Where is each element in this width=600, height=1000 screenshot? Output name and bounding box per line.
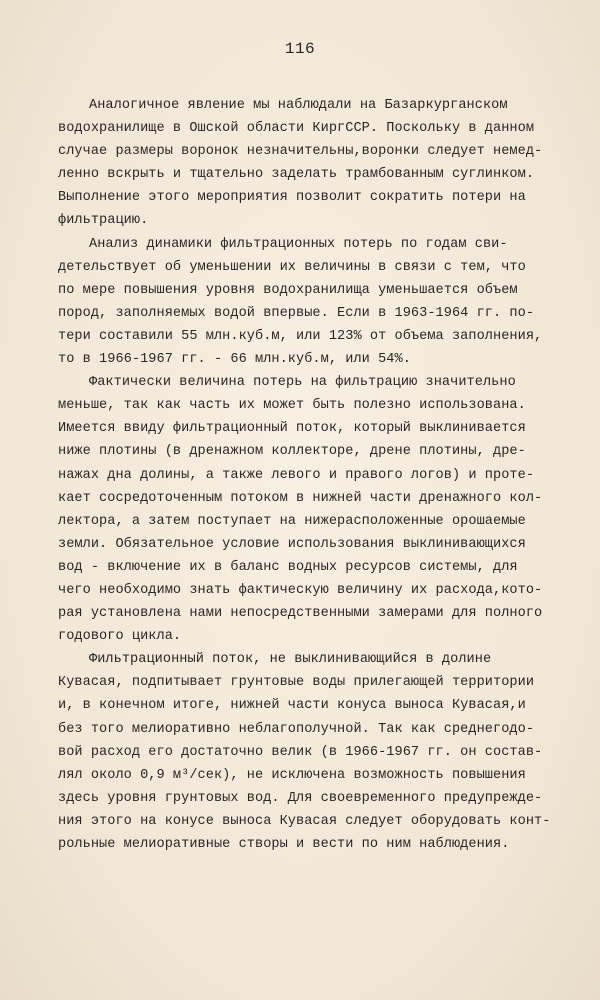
paragraph-2 (58, 233, 543, 372)
text-line: Фильтрационный поток, не выклинивающийся в долине (89, 652, 492, 668)
text-line: ленно вскрыть и тщательно заделать трамбованным суглинком. (58, 167, 535, 183)
text-line: лектора, а затем поступает на нижерасположенные орошаемые (58, 513, 526, 529)
text-line: вой расход его достаточно велик (в 1966-1967 гг. он состав- (58, 744, 543, 760)
text-line: Кувасая, подпитывает грунтовые воды прилегающей территории (58, 675, 535, 691)
text-line: здесь уровня грунтовых вод. Для своевременного предупрежде- (58, 790, 543, 806)
text-line: без того мелиоративно неблагополучной. Так как среднегодо- (58, 721, 535, 737)
text-line: тери составили 55 млн.куб.м, или 123% от объема заполнения, (58, 328, 543, 344)
text-line: Выполнение этого мероприятия позволит сократить потери на (58, 190, 526, 206)
text-line: водохранилище в Ошской области КиргССР. Поскольку в данном (58, 121, 535, 137)
text-line: ния этого на конусе выноса Кувасая следует оборудовать конт- (58, 813, 551, 829)
text-line: кает сосредоточенным потоком в нижней части дренажного кол- (58, 490, 543, 506)
text-line: ниже плотины (в дренажном коллекторе, дрене плотины, дре- (58, 444, 526, 460)
text-line: годового цикла. (58, 629, 182, 645)
text-line: меньше, так как часть их может быть полезно использована. (58, 398, 526, 414)
paragraph-1 (58, 94, 543, 233)
text-line: Фактически величина потерь на фильтрацию значительно (89, 375, 516, 391)
body-text (58, 94, 551, 856)
text-line: лял около 0,9 м³/сек), не исключена возможность повышения (58, 767, 526, 783)
text-line: вод - включение их в баланс водных ресурсов системы, для (58, 559, 518, 575)
text-line: и, в конечном итоге, нижней части конуса выноса Кувасая,и (58, 698, 526, 714)
text-line: фильтрацию. (58, 213, 149, 229)
text-line: пород, заполняемых водой впервые. Если в 1963-1964 гг. по- (58, 305, 535, 321)
paragraph-3 (58, 371, 543, 648)
text-line: случае размеры воронок незначительны,воронки следует немед- (58, 144, 543, 160)
text-line: чего необходимо знать фактическую величину их расхода,кото- (58, 582, 543, 598)
text-line: Аналогичное явление мы наблюдали на Базаркурганском (89, 98, 508, 113)
text-line: детельствует об уменьшении их величины в связи с тем, что (58, 259, 526, 275)
text-line: Имеется ввиду фильтрационный поток, который выклинивается (58, 421, 526, 437)
text-line: нажах дна долины, а также левого и правого логов) и проте- (58, 467, 535, 483)
paragraph-4 (58, 648, 551, 856)
page-number: 116 (284, 40, 316, 58)
text-line: Анализ динамики фильтрационных потерь по годам сви- (89, 236, 508, 252)
text-line: земли. Обязательное условие использования выклинивающихся (58, 536, 526, 552)
text-line: рая установлена нами непосредственными замерами для полного (58, 606, 543, 622)
text-line: по мере повышения уровня водохранилища уменьшается объем (58, 282, 518, 298)
text-line: то в 1966-1967 гг. - 66 млн.куб.м, или 54%. (58, 352, 411, 368)
text-line: рольные мелиоративные створы и вести по ним наблюдения. (58, 837, 510, 852)
